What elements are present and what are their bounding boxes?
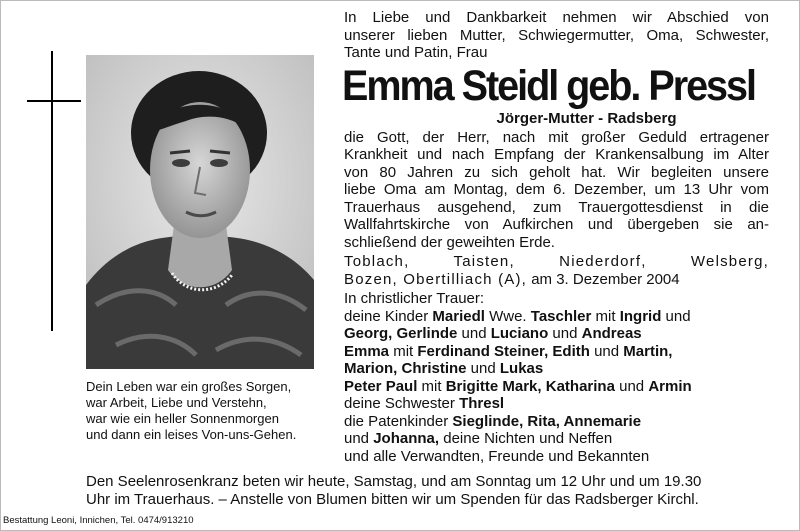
mourner-name: Peter Paul xyxy=(344,377,418,395)
body-line: Trauerhaus ausgehend, zum Trauergottesdienst in die xyxy=(344,198,769,216)
mourner-text: und xyxy=(457,325,491,342)
service-line: Den Seelenrosenkranz beten wir heute, Samstag, und am Sonntag um 12 Uhr und um 19.30 xyxy=(86,473,702,490)
poem xyxy=(86,379,326,443)
poem-line: war Arbeit, Liebe und Verstehn, xyxy=(86,395,267,410)
mourner-name: Johanna, xyxy=(373,430,440,447)
date: am 3. Dezember 2004 xyxy=(531,270,680,288)
portrait-photo xyxy=(86,55,314,369)
mourner-name: Andreas xyxy=(581,325,642,342)
portrait-image xyxy=(86,55,314,369)
mourner-text: mit xyxy=(417,377,446,395)
body-line: Wallfahrtskirche von Aufkirchen und übergeben sie an- xyxy=(344,216,769,233)
body-line: schließend der geweihten Erde. xyxy=(344,233,555,251)
body-line: Krankheit und nach Empfang der Krankensalbung im Alter xyxy=(344,146,769,163)
mourners-line xyxy=(344,360,769,378)
mourner-text: deine Kinder xyxy=(344,307,433,325)
cross-icon-vertical xyxy=(51,51,53,331)
mourner-text: mit xyxy=(389,342,418,360)
mourner-text: und xyxy=(589,342,624,360)
mourner-name: Lukas xyxy=(499,360,544,377)
mourners-line: und alle Verwandten, Freunde und Bekannten xyxy=(344,447,650,465)
mourners-line xyxy=(344,343,769,361)
mourner-name: Brigitte Mark, Katharina xyxy=(445,377,615,395)
places-line: Bozen, Obertilliach (A), xyxy=(344,270,528,288)
mourner-text: die Patenkinder xyxy=(344,412,453,430)
mourner-name: Ingrid xyxy=(619,307,662,325)
service-notice xyxy=(86,473,771,508)
mourner-name: Thresl xyxy=(459,395,505,412)
places-date-line xyxy=(344,271,769,289)
mourners-line xyxy=(344,308,769,326)
obituary-text xyxy=(344,9,769,465)
mourner-name: Martin, xyxy=(623,342,673,360)
poem-line: und dann ein leises Von-uns-Gehen. xyxy=(86,427,297,442)
mourner-text: deine Nichten und Neffen xyxy=(439,430,613,447)
mourners-intro: In christlicher Trauer: xyxy=(344,290,485,307)
mourner-name: Emma xyxy=(344,342,390,360)
mourners-line xyxy=(344,430,769,448)
mourner-text: und xyxy=(466,360,500,377)
mourner-name: Marion, Christine xyxy=(344,360,467,377)
mourner-text: deine Schwester xyxy=(344,395,460,412)
mourner-name: Armin xyxy=(648,377,692,395)
places-line: Toblach, Taisten, Niederdorf, Welsberg, xyxy=(344,253,769,270)
mourner-name: Taschler xyxy=(530,307,592,325)
intro-line: In Liebe und Dankbarkeit nehmen wir Abschied von xyxy=(344,9,769,26)
mourner-name: Sieglinde, Rita, Annemarie xyxy=(452,412,642,430)
mourner-text: Wwe. xyxy=(484,307,531,325)
mourners-line xyxy=(344,395,769,413)
mourners-line xyxy=(344,378,769,396)
mourner-name: Georg, Gerlinde xyxy=(344,325,458,342)
mourner-text: und xyxy=(344,430,374,447)
mourner-text: und xyxy=(661,307,691,325)
body-line: von 80 Jahren zu sich geholt hat. Wir begleiten unsere xyxy=(344,163,769,181)
deceased-subtitle: Jörger-Mutter - Radsberg xyxy=(496,109,677,127)
mourner-text: und xyxy=(548,325,582,342)
poem-line: Dein Leben war ein großes Sorgen, xyxy=(86,379,292,394)
poem-line: war wie ein heller Sonnenmorgen xyxy=(86,411,279,426)
mourner-text: mit xyxy=(591,307,620,325)
mourners-line xyxy=(344,413,769,431)
mourner-name: Luciano xyxy=(490,325,549,342)
body-line: liebe Oma am Montag, dem 6. Dezember, um 13 Uhr vom xyxy=(344,181,769,198)
cross-icon-horizontal xyxy=(27,100,81,102)
mourner-name: Ferdinand Steiner, Edith xyxy=(417,342,590,360)
funeral-home-credit: Bestattung Leoni, Innichen, Tel. 0474/913210 xyxy=(3,515,194,526)
mourners-line xyxy=(344,325,769,343)
deceased-name: Emma Steidl geb. Pressl xyxy=(342,61,755,110)
mourner-name: Mariedl xyxy=(432,307,485,325)
body-line: die Gott, der Herr, nach mit großer Geduld ertragener xyxy=(344,128,769,146)
mourner-text: und xyxy=(614,377,649,395)
service-line: Uhr im Trauerhaus. – Anstelle von Blumen bitten wir um Spenden für das Radsberger Kirchl. xyxy=(86,490,699,508)
intro-line: Tante und Patin, Frau xyxy=(344,44,488,61)
intro-line: unserer lieben Mutter, Schwiegermutter, Oma, Schwester, xyxy=(344,26,769,44)
